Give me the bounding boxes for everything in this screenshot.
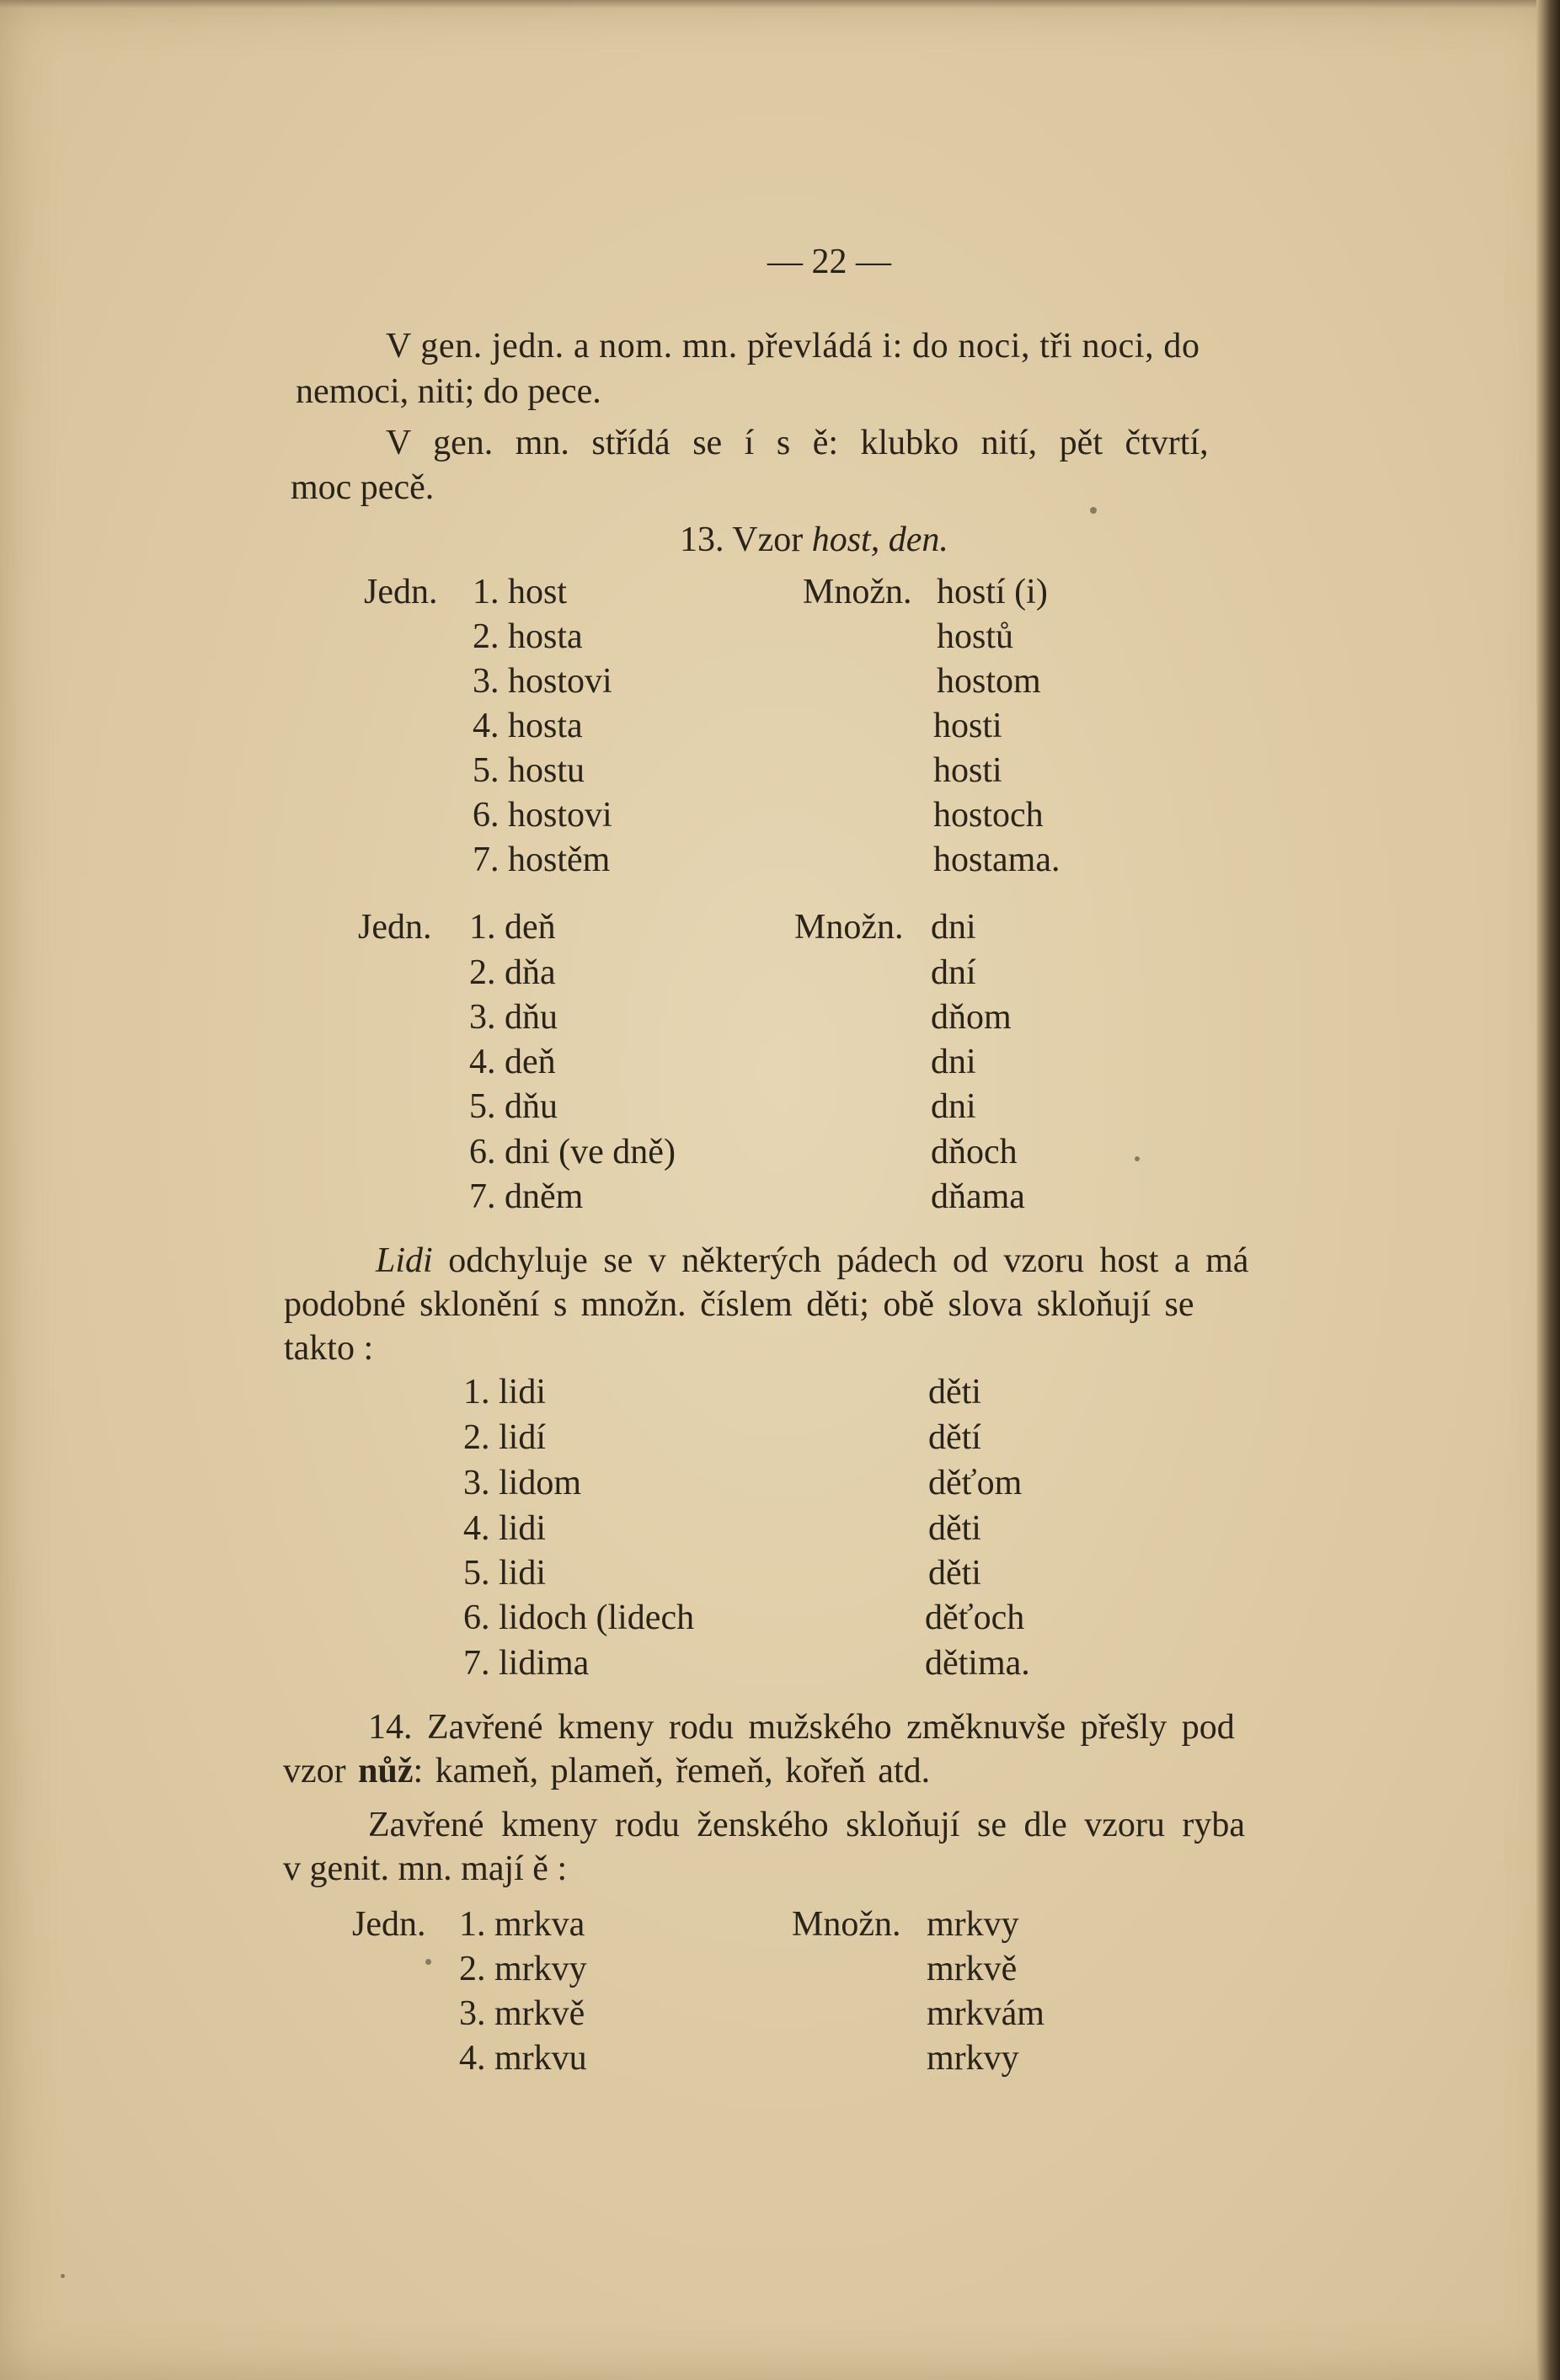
intro-paragraph-1-line-2: nemoci, niti; do pece. [296, 372, 601, 411]
lidi-form: 4. lidi [463, 1509, 547, 1548]
host-singular-form: 2. hosta [473, 617, 583, 656]
host-singular-form: 3. hostovi [473, 662, 612, 701]
mrkva-plural-form: mrkvám [927, 1994, 1044, 2033]
page-number: — 22 — [767, 243, 891, 281]
section-14-line-4: v genit. mn. mají ě : [283, 1849, 568, 1888]
den-singular-form: 5. dňu [469, 1087, 558, 1126]
deti-form: dětí [928, 1418, 981, 1457]
den-plural-form: dní [931, 953, 976, 992]
den-singular-form: 1. deň [469, 908, 556, 947]
host-singular-form: 4. hosta [473, 707, 583, 745]
den-plural-form: dňama [931, 1177, 1025, 1216]
den-plural-form: dni [931, 1043, 976, 1081]
scan-speck [1090, 507, 1097, 514]
intro-paragraph-2-line-2: moc pecě. [291, 468, 435, 507]
host-singular-form: 7. hostěm [473, 840, 611, 879]
host-plural-form: hostí (i) [937, 573, 1048, 611]
host-plural-form: hostů [937, 617, 1014, 656]
lidi-form: 6. lidoch (lidech [463, 1598, 695, 1637]
mrkva-plural-form: mrkvy [927, 2039, 1019, 2078]
mrkva-plural-label: Množn. [792, 1905, 901, 1944]
host-singular-label: Jedn. [364, 573, 438, 611]
scan-speck [61, 2274, 65, 2278]
den-singular-label: Jedn. [358, 908, 432, 947]
den-plural-form: dňoch [931, 1133, 1018, 1171]
page-top-edge [0, 0, 1560, 8]
den-plural-label: Množn. [794, 908, 904, 947]
mrkva-singular-label: Jedn. [352, 1905, 426, 1944]
den-plural-form: dni [931, 1087, 976, 1126]
scan-speck [425, 1959, 431, 1965]
mrkva-singular-form: 1. mrkva [459, 1905, 585, 1944]
mrkva-singular-form: 4. mrkvu [459, 2039, 587, 2078]
intro-paragraph-1-line-1-text: V gen. jedn. a nom. mn. převládá i: do noci, tři noci, do [386, 327, 1200, 366]
deti-form: dětima. [925, 1644, 1030, 1683]
mrkva-singular-form: 2. mrkvy [459, 1950, 587, 1988]
deti-form: děti [928, 1509, 981, 1548]
host-singular-form: 1. host [473, 573, 568, 611]
intro-paragraph-1-line-1 [386, 328, 1373, 364]
host-singular-form: 5. hostu [473, 751, 585, 790]
lidi-line-1-rest: odchyluje se v některých pádech od vzoru host a má [448, 1241, 1249, 1280]
deti-form: děťoch [925, 1598, 1025, 1637]
lidi-form: 1. lidi [463, 1373, 547, 1411]
den-singular-form: 6. dni (ve dně) [469, 1133, 676, 1171]
den-singular-form: 3. dňu [469, 998, 558, 1037]
lidi-form: 3. lidom [463, 1464, 582, 1502]
mrkva-singular-form: 3. mrkvě [459, 1994, 585, 2033]
host-plural-form: hostoch [933, 796, 1044, 835]
section-14-line-2 [283, 1753, 930, 1789]
lidi-italic-word: Lidi [376, 1241, 433, 1280]
section-14-line-3: Zavřené kmeny rodu ženského skloňují se dle vzoru ryba [368, 1806, 1246, 1844]
section-13-heading-italic: host, den. [811, 520, 948, 559]
section-14-bold-word: nůž [358, 1752, 414, 1790]
host-plural-form: hostom [937, 662, 1041, 701]
lidi-paragraph-line-1 [376, 1243, 1248, 1278]
lidi-paragraph-line-2: podobné sklonění s množn. číslem děti; obě slova skloňují se [284, 1285, 1194, 1324]
den-plural-form: dni [931, 908, 976, 947]
scan-speck [1135, 1156, 1140, 1161]
section-14-line-1: 14. Zavřené kmeny rodu mužského změknuvše přešly pod [368, 1708, 1235, 1747]
page-binding-edge [1536, 0, 1560, 2380]
intro-paragraph-2-line-1: V gen. mn. střídá se í s ě: klubko nití, pět čtvrtí, [386, 424, 1209, 462]
lidi-paragraph-line-3: takto : [284, 1329, 374, 1368]
host-plural-form: hosti [933, 707, 1002, 745]
section-13-heading-prefix: 13. Vzor [680, 520, 812, 559]
deti-form: děti [928, 1373, 981, 1411]
den-singular-form: 7. dněm [469, 1177, 584, 1216]
section-14-line-2-prefix: vzor [283, 1752, 359, 1790]
deti-form: děti [928, 1554, 981, 1593]
host-singular-form: 6. hostovi [473, 796, 612, 835]
host-plural-label: Množn. [803, 573, 912, 611]
host-plural-form: hosti [933, 751, 1002, 790]
mrkva-plural-form: mrkvy [927, 1905, 1019, 1944]
den-plural-form: dňom [931, 998, 1012, 1037]
deti-form: děťom [928, 1464, 1023, 1502]
lidi-form: 2. lidí [463, 1418, 547, 1457]
lidi-form: 5. lidi [463, 1554, 547, 1593]
lidi-form: 7. lidima [463, 1644, 590, 1683]
den-singular-form: 4. deň [469, 1043, 556, 1081]
mrkva-plural-form: mrkvě [927, 1950, 1018, 1988]
host-plural-form: hostama. [933, 840, 1060, 879]
den-singular-form: 2. dňa [469, 953, 556, 992]
section-14-line-2-rest: : kameň, plameň, řemeň, kořeň atd. [413, 1752, 931, 1790]
section-13-heading [680, 522, 948, 558]
